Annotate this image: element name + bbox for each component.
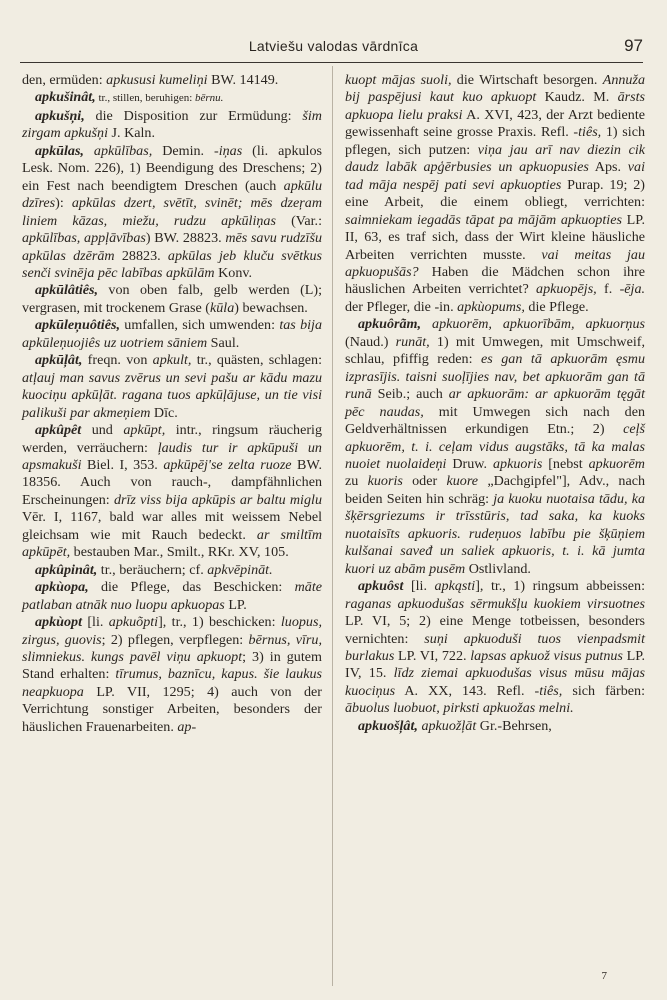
entry-text: J. Kaln. [108, 125, 155, 142]
example-text: apkūlības, [93, 142, 153, 159]
example-text: -tiês, [573, 124, 602, 141]
entry-text: Saul. [207, 334, 240, 351]
example-text: Annuža bij paspējusi kaut kuo apkuopt [345, 72, 645, 106]
dictionary-entry [345, 72, 645, 316]
dictionary-entry [22, 143, 322, 283]
entry-text: intr., ringsum räucherig werden, verräuchern: [22, 422, 323, 456]
entry-text: Purap. 19; 2) eine Arbeit, die einem obliegt, verrichten: [345, 176, 645, 211]
example-text: apkūlības, appļāvības [22, 230, 146, 247]
example-text: ārsts apkuopa lielu praksi [345, 89, 645, 123]
headword: apkuôst [358, 578, 404, 595]
example-text: apkąsti [434, 578, 476, 595]
example-text: -iņas [214, 142, 243, 159]
example-text: māte patlaban atnāk nuo luopu apkuopas [22, 579, 322, 613]
example-text: es gan tā apkuorām ęsmu izprasījis. taisni suoļījies nav, bet apkuorām gan tā runā [345, 351, 645, 403]
example-text: ābuolus luobuot, pirksti apkuožas melni. [345, 700, 574, 717]
example-text: bērnu. [195, 92, 224, 105]
example-text: ja kuoku nuotaisa tādu, ka šķērsgriezums ir trīsstūris, tad saka, ka kuoks nuotaisīts apkuoris. rudeņuos labību pie šķūņiem kulšanai saveđ un saliek apkuoris, t. i. kā jumta kuori uz abām pusēm [345, 490, 645, 577]
dictionary-entry [22, 72, 322, 89]
example-text: tas bija apkūleņuojiês uz uotriem sāniem [22, 317, 322, 351]
entry-text: BW. 14149. [207, 72, 279, 88]
entry-text: Seib.; auch [371, 386, 449, 403]
entry-text: LP. II, 63, es traf sich, dass der Wirt kleine häusliche Arbeiten verrichten musste. [345, 211, 645, 263]
example-text: drīz viss bija apkūpis ar baltu miglu [113, 491, 322, 508]
example-text: lapsas apkuož visus putnus [470, 647, 623, 664]
example-text: vai meitas jau apkuopušās? [345, 246, 645, 280]
entry-text: Biel. I, 353. [81, 456, 164, 473]
example-text: apkvēpināt. [207, 561, 273, 578]
example-text: kuoris [367, 473, 403, 490]
signature-mark: 7 [601, 970, 607, 982]
entry-text: 1) mit Umwegen, mit Umschweif, schlau, pfiffig reden: [345, 333, 645, 368]
entry-text: LP. [224, 596, 247, 613]
entry-text: BW. 18356. Auch von rauch-, dampfähnlichen Erscheinungen: [22, 456, 322, 508]
example-text: runāt, [395, 333, 430, 350]
entry-text: (Naud.) [345, 333, 396, 350]
example-text: kūla [209, 299, 235, 316]
entry-text: Ostlivland. [465, 560, 531, 577]
entry-text: tr., stillen, beruhigen: [95, 92, 196, 105]
entry-text: oder [402, 473, 447, 490]
dictionary-entry [22, 579, 322, 614]
example-text: atļauj man savus zvērus un sevi pašu ar kādu mazu kuociņu apkūļāt. ragana tuos apkūļājuse, un tie visi palikuši par akmeņiem [22, 369, 322, 421]
entry-text: die Pflege. [524, 298, 589, 315]
entry-text: tr., quästen, schlagen: [191, 352, 322, 369]
entry-text: zu [345, 473, 368, 490]
example-text: apkūpt, [123, 422, 166, 439]
entry-text: Konv. [214, 264, 253, 281]
dictionary-entry [22, 317, 322, 352]
example-text: kuore [446, 473, 479, 490]
entry-text [421, 316, 432, 332]
example-text: saimniekam iegadās tāpat pa mājām apkuopties [345, 211, 622, 228]
example-text: ar apkuorām: ar apkuorām tęgāt pēc naudas, [345, 386, 645, 420]
example-text: ar smiltīm apkūpēt, [22, 526, 322, 561]
example-text: apkūpēj'se zelta ruoze [163, 456, 292, 473]
dictionary-entry [22, 422, 322, 562]
entry-text: (Var.: [275, 212, 322, 229]
entry-text: den, ermüden: [22, 72, 107, 88]
example-text: -tiês, [534, 682, 563, 699]
dictionary-entry [345, 578, 645, 718]
entry-text: Aps. [588, 159, 628, 176]
entry-text: Vēr. I, 1167, bald war alles mit weissem Nebel gleichsam wie mit Rauch bedeckt. [22, 509, 322, 543]
example-text: apkuoris [492, 455, 543, 472]
headword: apkušinât, [35, 89, 96, 106]
entry-text: [li. [82, 614, 109, 631]
entry-text: [li. [403, 578, 435, 595]
entry-text: sich färben: [562, 682, 645, 699]
example-text: apkuõpti [108, 614, 159, 631]
headword: apkuošļât, [358, 717, 418, 734]
dictionary-entry [22, 282, 322, 317]
example-text: apkult, [152, 352, 192, 369]
left-column [22, 72, 322, 736]
example-text: ap- [177, 718, 197, 735]
example-text: apkūlas dzert, svētīt, svinēt; mēs dzeŗam liniem kāzas, miežu, rudzu apkūliņas [22, 195, 322, 229]
example-text: apkuožļāt [421, 717, 477, 734]
entry-text: LP. VII, 1295; 4) auch von der Verrichtung sonstiger Arbeiten, besonders der häuslichen Frauenarbeiten. [22, 683, 322, 735]
entry-text: ], tr., 1) beschicken: [158, 614, 281, 631]
example-text: -ēja. [619, 281, 646, 298]
entry-text: f. [596, 281, 620, 298]
dictionary-entry [345, 718, 645, 735]
entry-text: bestauben Mar., Smilt., RKr. XV, 105. [70, 544, 289, 561]
entry-text: der Pfleger, die -in. [345, 298, 458, 315]
example-text: vai tad māja nespēj pati sevi apkuopties [345, 159, 645, 193]
example-text: apkùopums, [457, 298, 525, 315]
example-text: līdz ziemai apkuodušas visus mūsu mājas kuociņus [345, 665, 645, 699]
entry-text: Gr.-Behrsen, [476, 717, 552, 734]
entry-text: und [81, 422, 124, 439]
example-text: apkūlas jeb kluču svētkus senči svinēja pēc labības apkūlām [22, 247, 322, 281]
entry-text: die Pflege, das Beschicken: [88, 579, 295, 596]
example-text: apkuopējs, [536, 281, 597, 298]
entry-text: LP. VI, 722. [394, 647, 471, 664]
headword: apkûpêt [35, 422, 82, 439]
entry-text: LP. IV, 15. [345, 647, 645, 682]
example-text: bērnus, vīru, slimniekus. kungs pavēl viņu apkuopt [22, 631, 322, 665]
entry-text [84, 143, 94, 159]
entry-text: (li. apkulos Lesk. Nom. 226), 1) Beendigung des Dreschens; 2) ein Fest nach beendigtem Dreschen (auch [22, 142, 322, 194]
entry-text: ): [55, 195, 72, 212]
header-rule [20, 62, 643, 63]
dictionary-entry [22, 614, 322, 736]
example-text: apkūlu dzīres [22, 177, 322, 212]
headword: apkūleņuôtiês, [35, 317, 120, 334]
headword: apkuôrãm, [358, 316, 422, 333]
dictionary-entry [22, 352, 322, 422]
entry-text: tr., beräuchern; cf. [97, 561, 208, 578]
headword: apkūļât, [35, 352, 83, 369]
example-text: luopus, zirgus, guovis [22, 614, 322, 648]
entry-text: Druw. [446, 455, 493, 472]
page-number: 97 [624, 36, 643, 55]
column-divider [332, 66, 333, 986]
entry-text: ; 2) pflegen, verpflegen: [101, 631, 249, 648]
example-text: kuopt mājas suoli, [345, 72, 452, 88]
entry-text: ], tr., 1) ringsum abbeissen: [475, 578, 645, 595]
entry-text: ) bewachsen. [234, 299, 308, 316]
entry-text: LP. VI, 5; 2) eine Menge totbeissen, besonders vernichten: [345, 613, 645, 647]
entry-text: umfallen, sich umwenden: [119, 317, 280, 334]
entry-text: A. XVI, 423, der Arzt bediente gewissenhaft seine grosse Praxis. Refl. [345, 106, 645, 141]
running-title: Latviešu valodas vārdnīca [248, 38, 419, 54]
entry-text: die Disposition zur Ermüdung: [84, 107, 303, 124]
headword: apkūlas, [35, 142, 84, 159]
headword: apkùopt [35, 614, 82, 631]
example-text: raganas apkuodušas sērmukšļu kuokiem virsuotnes [345, 595, 645, 612]
entry-text: Demin. [152, 142, 215, 159]
example-text: mēs savu rudzīšu apkūlas dzērām [22, 230, 322, 264]
headword: apkûpinât, [35, 561, 98, 578]
page-header [0, 36, 667, 58]
right-column [345, 72, 645, 735]
entry-text: ; 3) in gutem Stand erhalten: [22, 648, 322, 683]
example-text: šim zirgam apkušņi [22, 107, 322, 142]
entry-text: freqn. von [82, 352, 153, 369]
headword: apkušņi, [35, 107, 85, 124]
dictionary-entry [22, 562, 322, 579]
headword: apkūlâtiês, [35, 282, 99, 299]
example-text: apkuorēm, apkuorībām, apkuorņus [432, 316, 646, 333]
entry-text: Kaudz. M. [536, 89, 618, 106]
entry-text: A. XX, 143. Refl. [395, 682, 535, 699]
dictionary-entry [22, 108, 322, 143]
entry-text: die Wirtschaft besorgen. [451, 72, 603, 88]
dictionary-entry [345, 316, 645, 578]
example-text: apkuorēm [588, 455, 645, 472]
example-text: suņi apkuoduši tuos vienpadsmit burlakus [345, 630, 646, 664]
example-text: viņa jau arī nav diezin cik daudz labāk apģērbusies un apkuopusies [345, 141, 645, 176]
entry-text: von oben falb, gelb werden (L); vergrasen, mit trockenem Grase ( [22, 282, 322, 316]
headword: apkùopa, [35, 579, 89, 596]
example-text: tīrumus, baznīcu, kapus. šie laukus neapkuopa [22, 666, 322, 700]
entry-text: [nebst [542, 455, 589, 472]
entry-text: ) BW. 28823. [145, 230, 226, 247]
entry-text: 1) sich pflegen, sich putzen: [345, 124, 645, 158]
example-text: ļaudis tur ir apkūpuši un apsmakuši [22, 439, 322, 473]
entry-text: mit Umwegen sich nach den Geldverhältnissen erkundigen Etn.; 2) [345, 403, 645, 438]
entry-text: Haben die Mädchen schon ihre häuslichen Arbeiten verrichtet? [345, 263, 645, 298]
example-text: ceļš apkuorēm, t. i. ceļam vidus augstāks, tā ka malas nuoiet nuolaideņi [345, 421, 645, 472]
dictionary-entry [22, 89, 322, 107]
example-text: apkususi kumeliņi [106, 72, 208, 88]
entry-text: Dīc. [150, 404, 178, 421]
entry-text: 28823. [114, 247, 168, 264]
entry-text: „Dachgipfel"], Adv., nach beiden Seiten hin schräg: [345, 473, 646, 507]
